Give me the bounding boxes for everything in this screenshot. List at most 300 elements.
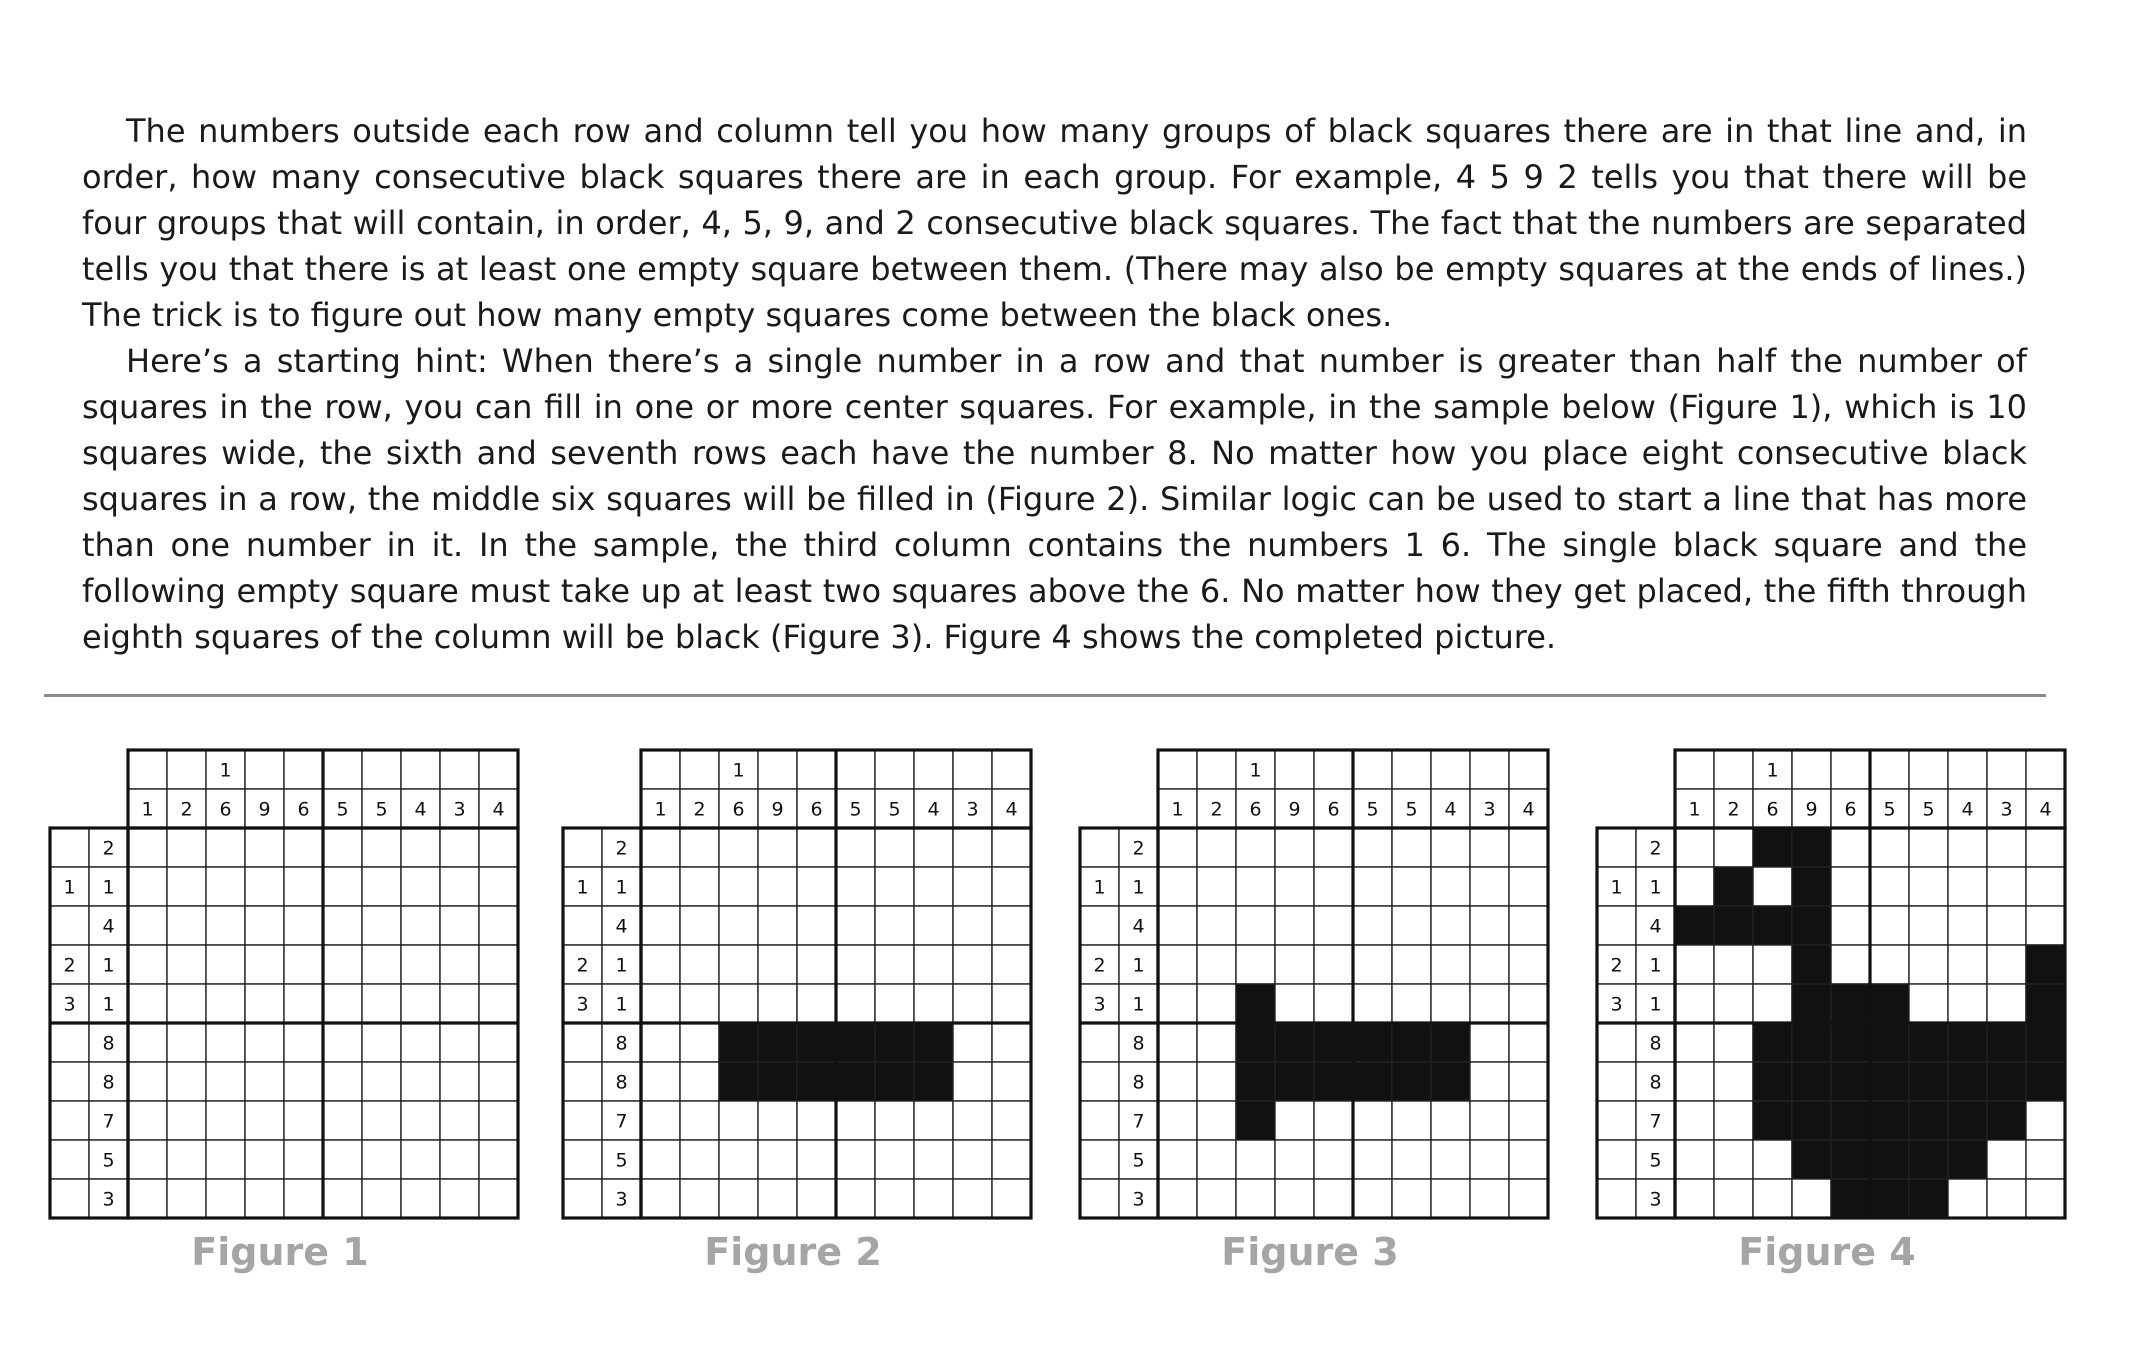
empty-square bbox=[953, 1101, 992, 1140]
empty-square bbox=[1236, 828, 1275, 867]
empty-square bbox=[1392, 984, 1431, 1023]
empty-square bbox=[245, 945, 284, 984]
empty-square bbox=[1753, 1179, 1792, 1218]
empty-square bbox=[875, 1140, 914, 1179]
empty-square bbox=[914, 945, 953, 984]
empty-square bbox=[1353, 906, 1392, 945]
empty-square bbox=[914, 1101, 953, 1140]
empty-square bbox=[128, 945, 167, 984]
row-clue: 8 bbox=[1649, 1071, 1662, 1094]
row-clue: 8 bbox=[102, 1032, 115, 1055]
filled-square bbox=[1948, 1101, 1987, 1140]
empty-square bbox=[875, 945, 914, 984]
row-clue-cell bbox=[563, 1062, 602, 1101]
column-clue: 1 bbox=[1249, 759, 1262, 782]
empty-square bbox=[479, 945, 518, 984]
empty-square bbox=[992, 1140, 1031, 1179]
empty-square bbox=[440, 1101, 479, 1140]
empty-square bbox=[680, 1023, 719, 1062]
filled-square bbox=[914, 1023, 953, 1062]
empty-square bbox=[323, 867, 362, 906]
empty-square bbox=[836, 945, 875, 984]
filled-square bbox=[1392, 1023, 1431, 1062]
empty-square bbox=[245, 1062, 284, 1101]
empty-square bbox=[1870, 945, 1909, 984]
empty-square bbox=[401, 828, 440, 867]
empty-square bbox=[479, 1179, 518, 1218]
empty-square bbox=[245, 1179, 284, 1218]
empty-square bbox=[992, 1101, 1031, 1140]
empty-square bbox=[836, 906, 875, 945]
row-clue: 5 bbox=[102, 1149, 115, 1172]
column-clue-cell bbox=[1987, 750, 2026, 789]
empty-square bbox=[758, 945, 797, 984]
empty-square bbox=[1753, 1140, 1792, 1179]
empty-square bbox=[680, 1179, 719, 1218]
empty-square bbox=[1353, 1140, 1392, 1179]
empty-square bbox=[1870, 867, 1909, 906]
empty-square bbox=[797, 1179, 836, 1218]
empty-square bbox=[1870, 828, 1909, 867]
empty-square bbox=[1675, 828, 1714, 867]
empty-square bbox=[680, 867, 719, 906]
empty-square bbox=[128, 1179, 167, 1218]
filled-square bbox=[1831, 1062, 1870, 1101]
empty-square bbox=[206, 984, 245, 1023]
empty-square bbox=[401, 984, 440, 1023]
row-clue: 1 bbox=[615, 993, 628, 1016]
row-clue: 1 bbox=[1610, 876, 1623, 899]
empty-square bbox=[323, 1179, 362, 1218]
empty-square bbox=[719, 984, 758, 1023]
empty-square bbox=[836, 828, 875, 867]
empty-square bbox=[1909, 906, 1948, 945]
empty-square bbox=[680, 984, 719, 1023]
empty-square bbox=[1948, 1179, 1987, 1218]
empty-square bbox=[1714, 1023, 1753, 1062]
empty-square bbox=[362, 828, 401, 867]
empty-square bbox=[1158, 1101, 1197, 1140]
column-clue-cell bbox=[836, 750, 875, 789]
empty-square bbox=[1275, 1101, 1314, 1140]
empty-square bbox=[1197, 1179, 1236, 1218]
empty-square bbox=[1753, 984, 1792, 1023]
filled-square bbox=[836, 1023, 875, 1062]
column-clue: 3 bbox=[453, 798, 466, 821]
empty-square bbox=[1948, 828, 1987, 867]
column-clue: 5 bbox=[849, 798, 862, 821]
row-clue: 3 bbox=[1610, 993, 1623, 1016]
row-clue: 2 bbox=[1132, 837, 1145, 860]
empty-square bbox=[1158, 1062, 1197, 1101]
filled-square bbox=[1909, 1101, 1948, 1140]
empty-square bbox=[479, 906, 518, 945]
empty-square bbox=[2026, 906, 2065, 945]
column-clue-cell bbox=[680, 750, 719, 789]
row-clue: 1 bbox=[102, 954, 115, 977]
empty-square bbox=[1987, 867, 2026, 906]
empty-square bbox=[1353, 1101, 1392, 1140]
column-clue: 6 bbox=[732, 798, 745, 821]
empty-square bbox=[284, 906, 323, 945]
row-clue: 3 bbox=[102, 1188, 115, 1211]
empty-square bbox=[323, 1023, 362, 1062]
empty-square bbox=[1236, 1140, 1275, 1179]
empty-square bbox=[440, 1023, 479, 1062]
column-clue-cell bbox=[641, 750, 680, 789]
filled-square bbox=[1792, 984, 1831, 1023]
column-clue: 9 bbox=[258, 798, 271, 821]
filled-square bbox=[1987, 1062, 2026, 1101]
empty-square bbox=[167, 1140, 206, 1179]
column-clue: 9 bbox=[1288, 798, 1301, 821]
empty-square bbox=[1314, 906, 1353, 945]
empty-square bbox=[401, 1101, 440, 1140]
empty-square bbox=[1470, 828, 1509, 867]
filled-square bbox=[1753, 828, 1792, 867]
empty-square bbox=[1392, 1140, 1431, 1179]
row-clue-cell bbox=[50, 1140, 89, 1179]
row-clue: 2 bbox=[102, 837, 115, 860]
empty-square bbox=[362, 1023, 401, 1062]
empty-square bbox=[245, 984, 284, 1023]
empty-square bbox=[836, 984, 875, 1023]
empty-square bbox=[1714, 828, 1753, 867]
empty-square bbox=[719, 828, 758, 867]
empty-square bbox=[1275, 1179, 1314, 1218]
empty-square bbox=[479, 984, 518, 1023]
empty-square bbox=[245, 1140, 284, 1179]
empty-square bbox=[1431, 906, 1470, 945]
empty-square bbox=[1509, 867, 1548, 906]
empty-square bbox=[1392, 1101, 1431, 1140]
empty-square bbox=[641, 1062, 680, 1101]
column-clue-cell bbox=[1470, 750, 1509, 789]
column-clue-cell bbox=[323, 750, 362, 789]
empty-square bbox=[797, 945, 836, 984]
row-clue: 3 bbox=[63, 993, 76, 1016]
filled-square bbox=[1870, 1179, 1909, 1218]
column-clue-cell bbox=[992, 750, 1031, 789]
empty-square bbox=[284, 1101, 323, 1140]
empty-square bbox=[758, 1179, 797, 1218]
column-clue-cell bbox=[1714, 750, 1753, 789]
figure-caption: Figure 4 bbox=[1738, 1230, 1916, 1274]
row-clue: 1 bbox=[615, 954, 628, 977]
empty-square bbox=[440, 828, 479, 867]
filled-square bbox=[836, 1062, 875, 1101]
empty-square bbox=[1470, 1023, 1509, 1062]
filled-square bbox=[1236, 1062, 1275, 1101]
row-clue: 7 bbox=[102, 1110, 115, 1133]
row-clue: 1 bbox=[1649, 876, 1662, 899]
filled-square bbox=[1792, 1101, 1831, 1140]
empty-square bbox=[953, 906, 992, 945]
row-clue: 7 bbox=[1132, 1110, 1145, 1133]
empty-square bbox=[128, 828, 167, 867]
column-clue-cell bbox=[1870, 750, 1909, 789]
empty-square bbox=[641, 867, 680, 906]
empty-square bbox=[1831, 867, 1870, 906]
empty-square bbox=[1392, 1179, 1431, 1218]
filled-square bbox=[1792, 906, 1831, 945]
column-clue: 1 bbox=[141, 798, 154, 821]
empty-square bbox=[1275, 867, 1314, 906]
filled-square bbox=[1831, 984, 1870, 1023]
empty-square bbox=[1870, 906, 1909, 945]
empty-square bbox=[1987, 828, 2026, 867]
filled-square bbox=[1792, 1062, 1831, 1101]
empty-square bbox=[953, 1179, 992, 1218]
empty-square bbox=[758, 867, 797, 906]
empty-square bbox=[362, 867, 401, 906]
empty-square bbox=[1158, 906, 1197, 945]
empty-square bbox=[914, 906, 953, 945]
empty-square bbox=[362, 1179, 401, 1218]
row-clue: 3 bbox=[576, 993, 589, 1016]
empty-square bbox=[284, 1140, 323, 1179]
column-clue-cell bbox=[953, 750, 992, 789]
row-clue-cell bbox=[1597, 1101, 1636, 1140]
column-clue: 1 bbox=[654, 798, 667, 821]
row-clue: 1 bbox=[63, 876, 76, 899]
empty-square bbox=[914, 1140, 953, 1179]
empty-square bbox=[2026, 828, 2065, 867]
empty-square bbox=[440, 945, 479, 984]
empty-square bbox=[401, 1062, 440, 1101]
empty-square bbox=[680, 828, 719, 867]
row-clue-cell bbox=[50, 1023, 89, 1062]
empty-square bbox=[362, 984, 401, 1023]
empty-square bbox=[1314, 1140, 1353, 1179]
empty-square bbox=[1431, 945, 1470, 984]
column-clue-cell bbox=[1275, 750, 1314, 789]
empty-square bbox=[1753, 867, 1792, 906]
empty-square bbox=[1353, 984, 1392, 1023]
column-clue: 3 bbox=[1483, 798, 1496, 821]
empty-square bbox=[1675, 945, 1714, 984]
row-clue: 8 bbox=[1649, 1032, 1662, 1055]
column-clue: 6 bbox=[297, 798, 310, 821]
empty-square bbox=[323, 1140, 362, 1179]
empty-square bbox=[1392, 828, 1431, 867]
empty-square bbox=[1714, 945, 1753, 984]
empty-square bbox=[1948, 906, 1987, 945]
column-clue: 6 bbox=[1327, 798, 1340, 821]
empty-square bbox=[206, 1140, 245, 1179]
empty-square bbox=[1987, 984, 2026, 1023]
empty-square bbox=[401, 906, 440, 945]
row-clue: 4 bbox=[1649, 915, 1662, 938]
row-clue-cell bbox=[1080, 1023, 1119, 1062]
filled-square bbox=[1870, 1101, 1909, 1140]
filled-square bbox=[1831, 1140, 1870, 1179]
column-clue-cell bbox=[284, 750, 323, 789]
column-clue-cell bbox=[167, 750, 206, 789]
empty-square bbox=[836, 1140, 875, 1179]
column-clue-cell bbox=[914, 750, 953, 789]
filled-square bbox=[1870, 1023, 1909, 1062]
row-clue-cell bbox=[1597, 1023, 1636, 1062]
filled-square bbox=[1275, 1023, 1314, 1062]
filled-square bbox=[1831, 1179, 1870, 1218]
column-clue-cell bbox=[362, 750, 401, 789]
empty-square bbox=[758, 906, 797, 945]
empty-square bbox=[1509, 1023, 1548, 1062]
column-clue: 6 bbox=[219, 798, 232, 821]
empty-square bbox=[1470, 906, 1509, 945]
empty-square bbox=[1470, 1062, 1509, 1101]
filled-square bbox=[1714, 867, 1753, 906]
empty-square bbox=[1987, 1179, 2026, 1218]
row-clue: 1 bbox=[1649, 954, 1662, 977]
empty-square bbox=[1158, 867, 1197, 906]
empty-square bbox=[2026, 1140, 2065, 1179]
empty-square bbox=[1675, 1062, 1714, 1101]
instructions-text bbox=[82, 108, 2027, 660]
empty-square bbox=[1675, 1179, 1714, 1218]
empty-square bbox=[206, 1179, 245, 1218]
filled-square bbox=[875, 1062, 914, 1101]
row-clue: 7 bbox=[615, 1110, 628, 1133]
empty-square bbox=[1314, 984, 1353, 1023]
empty-square bbox=[206, 906, 245, 945]
row-clue: 2 bbox=[1610, 954, 1623, 977]
empty-square bbox=[206, 828, 245, 867]
filled-square bbox=[1948, 1023, 1987, 1062]
column-clue: 4 bbox=[414, 798, 427, 821]
column-clue-cell bbox=[1831, 750, 1870, 789]
instructions-paragraph-2: Here’s a starting hint: When there’s a single number in a row and that number is greater than half the number of squares in the row, you can fill in one or more center squares. For example, in the sample below (Figure 1), which is 10 squares wide, the sixth and seventh rows each have the number 8. No matter how you place eight consecutive black squares in a row, the middle six squares will be filled in (Figure 2). Similar logic can be used to start a line that has more than one number in it. In the sample, the third column contains the numbers 1 6. The single black square and the following empty square must take up at least two squares above the 6. No matter how they get placed, the fifth through eighth squares of the column will be black (Figure 3). Figure 4 shows the completed picture. bbox=[82, 342, 2027, 656]
empty-square bbox=[362, 906, 401, 945]
row-clue-cell bbox=[563, 1140, 602, 1179]
empty-square bbox=[1987, 1140, 2026, 1179]
empty-square bbox=[284, 1023, 323, 1062]
empty-square bbox=[167, 1062, 206, 1101]
filled-square bbox=[719, 1023, 758, 1062]
empty-square bbox=[1197, 1023, 1236, 1062]
row-clue-cell bbox=[1597, 1062, 1636, 1101]
empty-square bbox=[1197, 945, 1236, 984]
empty-square bbox=[284, 867, 323, 906]
empty-square bbox=[1314, 867, 1353, 906]
filled-square bbox=[1714, 906, 1753, 945]
empty-square bbox=[1470, 1179, 1509, 1218]
filled-square bbox=[797, 1023, 836, 1062]
empty-square bbox=[1353, 828, 1392, 867]
filled-square bbox=[1353, 1062, 1392, 1101]
empty-square bbox=[1509, 906, 1548, 945]
filled-square bbox=[1831, 1101, 1870, 1140]
empty-square bbox=[719, 867, 758, 906]
empty-square bbox=[1792, 1179, 1831, 1218]
empty-square bbox=[362, 1062, 401, 1101]
row-clue: 1 bbox=[1132, 993, 1145, 1016]
column-clue: 4 bbox=[2039, 798, 2052, 821]
empty-square bbox=[1431, 867, 1470, 906]
column-clue: 4 bbox=[1005, 798, 1018, 821]
empty-square bbox=[1714, 984, 1753, 1023]
column-clue-cell bbox=[797, 750, 836, 789]
empty-square bbox=[1353, 867, 1392, 906]
row-clue: 5 bbox=[1649, 1149, 1662, 1172]
empty-square bbox=[167, 1101, 206, 1140]
column-clue-cell bbox=[875, 750, 914, 789]
empty-square bbox=[914, 867, 953, 906]
empty-square bbox=[1275, 828, 1314, 867]
row-clue-cell bbox=[563, 1101, 602, 1140]
column-clue-cell bbox=[128, 750, 167, 789]
column-clue: 2 bbox=[693, 798, 706, 821]
empty-square bbox=[479, 1101, 518, 1140]
row-clue: 1 bbox=[1132, 954, 1145, 977]
empty-square bbox=[1909, 984, 1948, 1023]
column-clue: 4 bbox=[492, 798, 505, 821]
empty-square bbox=[128, 1140, 167, 1179]
puzzle-grid bbox=[50, 750, 530, 1230]
puzzle-grid bbox=[563, 750, 1043, 1230]
filled-square bbox=[1870, 984, 1909, 1023]
figure-caption: Figure 3 bbox=[1221, 1230, 1399, 1274]
empty-square bbox=[1675, 1140, 1714, 1179]
empty-square bbox=[323, 984, 362, 1023]
empty-square bbox=[953, 984, 992, 1023]
empty-square bbox=[2026, 867, 2065, 906]
filled-square bbox=[1831, 1023, 1870, 1062]
empty-square bbox=[1753, 945, 1792, 984]
empty-square bbox=[1431, 1179, 1470, 1218]
column-clue: 5 bbox=[888, 798, 901, 821]
column-clue-cell bbox=[758, 750, 797, 789]
column-clue: 5 bbox=[1405, 798, 1418, 821]
empty-square bbox=[440, 906, 479, 945]
empty-square bbox=[1197, 906, 1236, 945]
empty-square bbox=[167, 1023, 206, 1062]
row-clue-cell bbox=[50, 1101, 89, 1140]
empty-square bbox=[401, 945, 440, 984]
column-clue: 3 bbox=[2000, 798, 2013, 821]
empty-square bbox=[1236, 945, 1275, 984]
empty-square bbox=[914, 828, 953, 867]
empty-square bbox=[680, 906, 719, 945]
empty-square bbox=[1509, 1140, 1548, 1179]
filled-square bbox=[1392, 1062, 1431, 1101]
empty-square bbox=[2026, 1101, 2065, 1140]
empty-square bbox=[323, 1101, 362, 1140]
empty-square bbox=[323, 906, 362, 945]
empty-square bbox=[323, 1062, 362, 1101]
empty-square bbox=[1158, 828, 1197, 867]
empty-square bbox=[167, 984, 206, 1023]
filled-square bbox=[1792, 1140, 1831, 1179]
filled-square bbox=[1236, 984, 1275, 1023]
empty-square bbox=[719, 945, 758, 984]
column-clue-cell bbox=[2026, 750, 2065, 789]
empty-square bbox=[641, 984, 680, 1023]
empty-square bbox=[680, 945, 719, 984]
empty-square bbox=[992, 867, 1031, 906]
column-clue: 2 bbox=[1210, 798, 1223, 821]
empty-square bbox=[1158, 1023, 1197, 1062]
column-clue: 4 bbox=[1522, 798, 1535, 821]
empty-square bbox=[1431, 1140, 1470, 1179]
empty-square bbox=[641, 1101, 680, 1140]
empty-square bbox=[1236, 906, 1275, 945]
column-clue: 9 bbox=[1805, 798, 1818, 821]
empty-square bbox=[992, 1062, 1031, 1101]
empty-square bbox=[992, 828, 1031, 867]
empty-square bbox=[953, 828, 992, 867]
